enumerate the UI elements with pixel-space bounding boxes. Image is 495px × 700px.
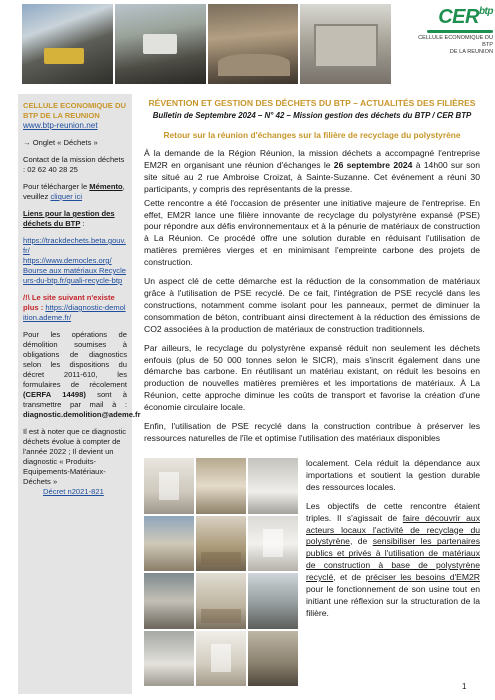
- article-paragraph-3: Un aspect clé de cette démarche est la réduction de la consommation de matériaux grâce à l'utilisation de PSE recyclé. De ce fait, l'intégration de PSE recyclé dans les constructions, notamment comme isolant pour les panneaux, permet de diminuer la consommation de béton, contribuant ainsi directement à la réduction des émissions de CO2 associées à la production de matériaux de construction traditionnels.: [144, 276, 480, 334]
- photo-visit: [248, 631, 298, 687]
- page-number: 1: [462, 682, 467, 691]
- sidebar-site-link[interactable]: www.btp-reunion.net: [23, 121, 98, 130]
- demolition-email[interactable]: diagnostic.demolition@ademe.fr: [23, 410, 141, 419]
- article-paragraph-1: À la demande de la Région Réunion, la mission déchets a accompagné l'entreprise EM2R en organisant une réunion d'échanges le 26 septembre 2024 à 14h00 sur son site situé au 2 rue Ambroise Croizat, à Sainte-Suzanne. Cet événement a réuni 30 participants, y compris des représentants de la presse.: [144, 148, 480, 194]
- photo-road-works: [22, 4, 113, 84]
- photo-rubble-pile: [208, 4, 299, 84]
- photo-site-exterior: [144, 516, 194, 572]
- sidebar-memento: Pour télécharger le Mémento, veuillez cliquer ici: [23, 182, 125, 201]
- memento-download-link[interactable]: cliquer ici: [50, 192, 83, 201]
- bulletin-title: RÉVENTION ET GESTION DES DÉCHETS DU BTP – ACTUALITÉS DES FILIÈRES: [148, 98, 476, 108]
- photo-white-blocks: [196, 631, 246, 687]
- photo-factory: [196, 458, 246, 514]
- sidebar-note: Il est à noter que ce diagnostic déchets évolue à compter de l'année 2022 ; Il devient un diagnostic « Produits-Equipements-Matériaux-Déchets » Décret n2021-821: [23, 427, 127, 496]
- article-right-column: [306, 458, 480, 620]
- photo-construction-machine: [115, 4, 206, 84]
- sidebar: [18, 94, 141, 694]
- warning-text: /!\ Le site suivant n'existe plus :: [23, 293, 115, 312]
- photo-materials: [196, 516, 246, 572]
- article-paragraph-5: Enfin, l'utilisation de PSE recyclé dans la construction contribue à préserver les ressources naturelles de l'île et optimise l'utilisation des matériaux disponibles: [144, 421, 480, 443]
- sidebar-onglet: → Onglet « Déchets »: [23, 138, 98, 147]
- photo-pse-panel: [144, 458, 194, 514]
- bulletin-subtitle: Bulletin de Septembre 2024 – N° 42 – Mission gestion des déchets du BTP / CER BTP: [152, 111, 472, 120]
- main-content: [144, 98, 480, 445]
- photo-polystyrene-blocks: [248, 516, 298, 572]
- photo-participants: [196, 573, 246, 629]
- bourse-materiaux-link[interactable]: Bourse aux matériaux Recycleurs-du-btp.fr/quali-recycle-btp: [23, 266, 126, 285]
- photo-grid: [144, 458, 298, 686]
- sidebar-contact: Contact de la mission déchets : 02 62 40 28 25: [23, 155, 125, 174]
- article-bottom: [144, 458, 480, 688]
- article-paragraph-2: Cette rencontre a été l'occasion de présenter une initiative majeure de l'entreprise. En effet, EM2R lance une filière innovante de recyclage du polystyrène expansé (PSE) pour répondre aux défis environnementaux et à la pénurie de matériaux de construction à La Réunion. Ce procédé offre une solution durable en réduisant l'utilisation de matières premières vierges et en minimisant l'empreinte carbone des projets de construction.: [144, 197, 480, 268]
- photo-storage: [248, 458, 298, 514]
- trackdechets-link[interactable]: https://trackdechets.beta.gouv.fr/: [23, 236, 126, 255]
- article-heading: Retour sur la réunion d'échanges sur la filière de recyclage du polystyrène: [163, 130, 461, 140]
- democles-link[interactable]: https://www.democles.org/: [23, 256, 112, 265]
- photo-panels: [144, 631, 194, 687]
- article-paragraph-5-continued: localement. Cela réduit la dépendance aux importations et soutient la gestion durable des ressources locales.: [306, 458, 480, 492]
- photo-building-site: [300, 4, 391, 84]
- photo-machine: [144, 573, 194, 629]
- sidebar-liens-title: Liens pour la gestion des déchets du BTP :: [23, 209, 115, 228]
- cer-btp-logo: $CER^{btp}$ CELLULE ECONOMIQUE DU BTP DE LA REUNION: [418, 6, 493, 55]
- photo-warehouse: [248, 573, 298, 629]
- sidebar-demolition-info: Pour les opérations de démolition soumises à obligations de diagnostics selon les dispositions du décret 2011-610, les formulaires de récolement (CERFA 14498) sont à transmettre par mail à : diagnostic.demolition@ademe.fr: [23, 330, 141, 419]
- decret-link[interactable]: Décret n2021-821: [43, 487, 104, 496]
- article-paragraph-4: Par ailleurs, le recyclage du polystyrène expansé réduit non seulement les déchets enfouis (plus de 50 000 tonnes selon le SICR), mais s'inscrit également dans une démarche bas carbone. En réutilisant un matériau existant, on réduit les besoins en production de nouvelles matières premières et les importations de matériaux. À La Réunion, cette approche diminue les coûts de transport et favorise la création d'une économie circulaire locale.: [144, 342, 480, 413]
- diagnostic-demolition-link[interactable]: https://diagnostic-demolition.ademe.fr/: [23, 303, 126, 322]
- article-paragraph-6: Les objectifs de cette rencontre étaient triples. Il s'agissait de faire découvrir aux acteurs locaux l'activité de recyclage du polystyrène, de sensibiliser les partenaires publics et privés à l'utilisation de matériaux de construction à base de polystyrène recyclé, et de préciser les besoins d'EM2R pour le fonctionnement de son usine tout en initiant une réflexion sur la structuration de la filière.: [306, 500, 480, 618]
- sidebar-org-name: CELLULE ECONOMIQUE DU BTP DE LA REUNION: [23, 101, 126, 120]
